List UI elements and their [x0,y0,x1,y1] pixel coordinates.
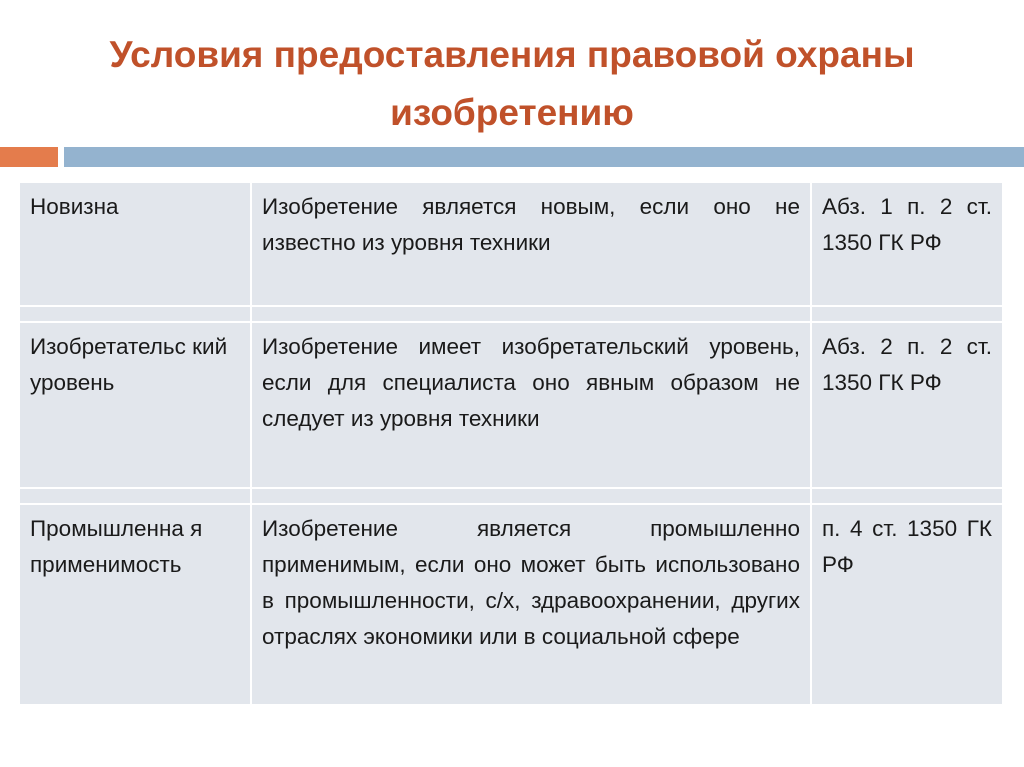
slide-title-line-1: Условия предоставления правовой охраны [109,34,915,75]
condition-definition: Изобретение имеет изобретательский уровень, если для специалиста оно явным образом не следует из уровня техники [262,334,800,431]
condition-name-cell [19,322,251,488]
table-row [19,322,1003,488]
spacer-cell [19,488,251,504]
condition-reference: Абз. 2 п. 2 ст. 1350 ГК РФ [822,334,992,395]
condition-reference: п. 4 ст. 1350 ГК РФ [822,516,992,577]
spacer-cell [19,306,251,322]
condition-definition: Изобретение является промышленно применимым, если оно может быть использовано в промышленности, с/х, здравоохранении, других отраслях экономики или в социальной сфере [262,516,800,649]
table-spacer-row [19,488,1003,504]
accent-bar-blue [64,147,1024,167]
condition-name: Изобретательс кий уровень [30,334,228,395]
condition-name-cell [19,182,251,306]
condition-definition-cell [251,182,811,306]
slide-title [40,26,984,142]
table-row [19,182,1003,306]
condition-name: Промышленна я применимость [30,516,203,577]
condition-definition-cell [251,504,811,705]
condition-definition-cell [251,322,811,488]
spacer-cell [251,488,811,504]
conditions-table [18,181,1004,706]
spacer-cell [251,306,811,322]
table-spacer-row [19,306,1003,322]
condition-reference-cell [811,182,1003,306]
spacer-cell [811,306,1003,322]
condition-name-cell [19,504,251,705]
condition-reference-cell [811,504,1003,705]
condition-definition: Изобретение является новым, если оно не известно из уровня техники [262,194,800,255]
condition-reference: Абз. 1 п. 2 ст. 1350 ГК РФ [822,194,992,255]
spacer-cell [811,488,1003,504]
slide-title-line-2: изобретению [390,92,634,133]
condition-reference-cell [811,322,1003,488]
condition-name: Новизна [30,194,119,219]
accent-bar-orange [0,147,58,167]
table-row [19,504,1003,705]
